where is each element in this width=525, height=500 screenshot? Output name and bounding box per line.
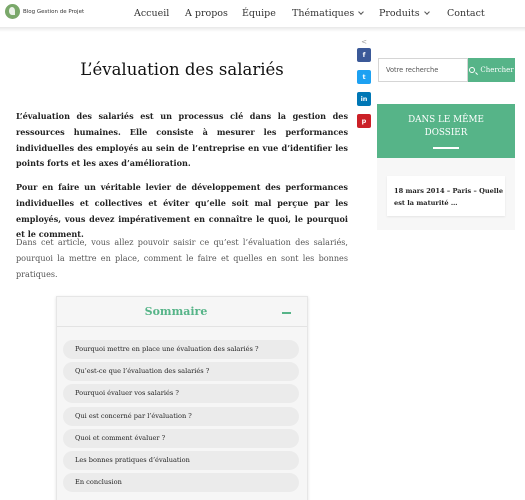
toc-item[interactable]: En conclusion [63, 473, 299, 492]
pinterest-icon: p [361, 117, 367, 125]
toc-item[interactable]: Qui est concerné par l’évaluation ? [63, 407, 299, 426]
search-form [378, 58, 515, 82]
related-posts-widget [377, 104, 515, 230]
nav-item-produits[interactable] [379, 8, 429, 19]
toc-item[interactable]: Pourquoi évaluer vos salariés ? [63, 384, 299, 403]
linkedin-icon: in [360, 95, 368, 103]
header-divider [0, 27, 525, 32]
widget-title-underline [433, 147, 459, 149]
nav-item-equipe[interactable] [242, 8, 276, 19]
search-input[interactable] [378, 58, 468, 82]
toc-title: Sommaire [144, 305, 208, 318]
nav-item-thematiques[interactable] [292, 8, 363, 19]
toc-item[interactable]: Pourquoi mettre en place une évaluation des salariés ? [63, 340, 299, 359]
widget-header [377, 104, 515, 158]
toc-item[interactable]: Les bonnes pratiques d’évaluation [63, 451, 299, 470]
chevron-down-icon [424, 9, 430, 15]
nav-label: Thématiques [292, 8, 355, 19]
related-post-link[interactable]: 18 mars 2014 – Paris – Quelle est la maturité … [387, 176, 505, 216]
pinterest-share-button[interactable] [357, 114, 371, 128]
article-second-paragraph: Pour en faire un véritable levier de développement des performances individuelles et collectives et éviter qu’elle soit mal perçue par les employés, vous devez impérativement en connaître le quoi, le pourquoi et le comment. [16, 182, 348, 240]
nav-label: Contact [447, 8, 485, 19]
nav-label: Accueil [134, 8, 170, 19]
twitter-share-button[interactable] [357, 70, 371, 84]
nav-label: Produits [379, 8, 420, 19]
article-title: L’évaluation des salariés [80, 60, 284, 79]
toc-item[interactable]: Qu’est-ce que l’évaluation des salariés ? [63, 362, 299, 381]
share-bar [357, 38, 371, 136]
nav-item-a-propos[interactable] [185, 8, 228, 19]
chevron-down-icon [358, 9, 364, 15]
toc-list [63, 340, 299, 495]
nav-label: A propos [185, 8, 228, 19]
site-header [0, 0, 525, 29]
nav-item-contact[interactable] [447, 8, 485, 19]
facebook-icon: f [362, 51, 366, 59]
toc-item[interactable]: Quoi et comment évaluer ? [63, 429, 299, 448]
article-third-paragraph: Dans cet article, vous allez pouvoir saisir ce qu’est l’évaluation des salariés, pourquoi la mettre en place, comment le faire et quelles en sont les bonnes pratiques. [16, 237, 348, 279]
table-of-contents [56, 296, 308, 500]
nav-label: Équipe [242, 8, 276, 19]
article-intro-paragraph: L’évaluation des salariés est un processus clé dans la gestion des ressources humaines. Elle consiste à mesurer les performances individuelles des employés au sein de l’entreprise en vue d’identifier les points forts et les axes d’amélioration. [16, 111, 348, 169]
nav-item-accueil[interactable] [134, 8, 169, 19]
widget-title: DANS LE MÊME DOSSIER [408, 115, 484, 138]
search-button[interactable] [468, 58, 515, 82]
twitter-icon: t [362, 73, 366, 81]
linkedin-share-button[interactable] [357, 92, 371, 106]
toc-header [57, 297, 307, 327]
search-icon [469, 67, 475, 73]
share-icon: < [361, 38, 367, 46]
logo-text: Blog Gestion de Projet [23, 8, 85, 15]
collapse-icon[interactable] [282, 312, 291, 314]
main-nav [0, 8, 525, 22]
search-button-label: Chercher [480, 66, 514, 74]
facebook-share-button[interactable] [357, 48, 371, 62]
